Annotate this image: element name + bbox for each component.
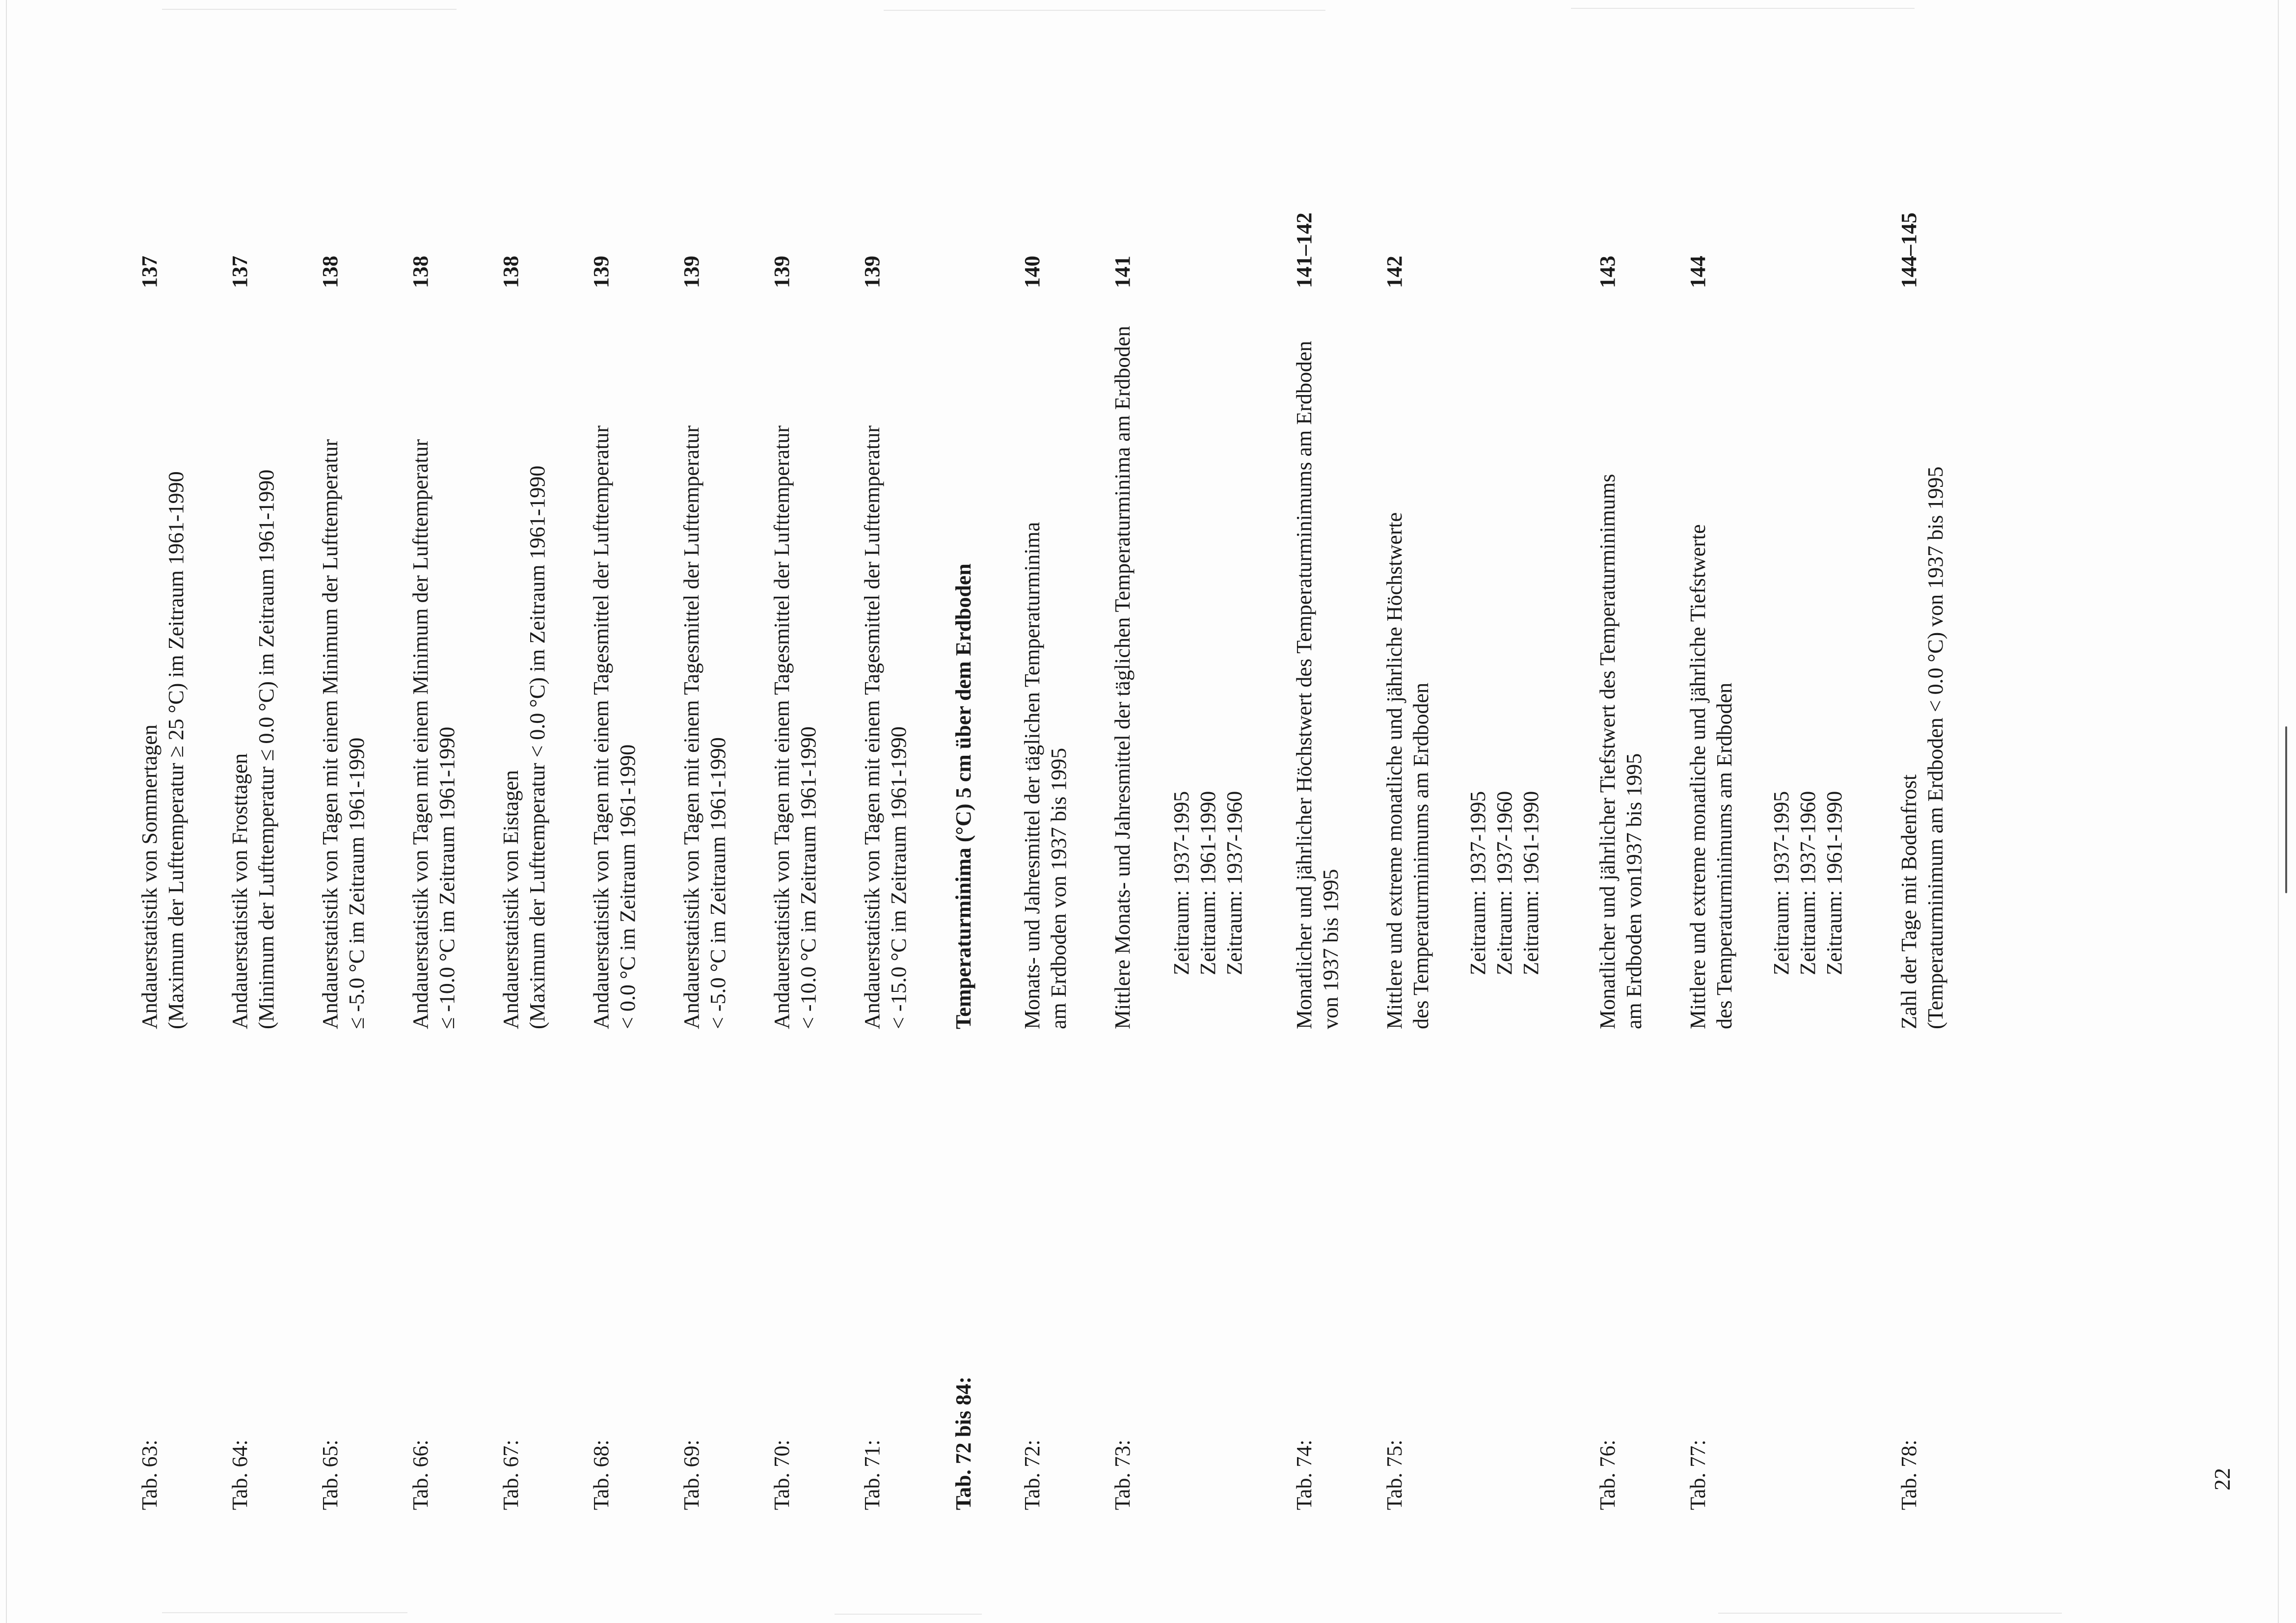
entry-page: 144 bbox=[1686, 256, 1710, 288]
entry-description: Monatlicher und jährlicher Tiefstwert des Temperaturminimums am Erdboden von1937 bis 1995 bbox=[1595, 474, 1646, 1029]
entry-page: 144–145 bbox=[1897, 213, 1921, 288]
entry-label: Tab. 76: bbox=[1595, 1439, 1620, 1510]
section-title: Temperaturminima (°C) 5 cm über dem Erdboden bbox=[951, 563, 975, 1029]
entry-description: Mittlere und extreme monatliche und jährliche Tiefstwerte des Temperaturminimums am Erdboden bbox=[1686, 524, 1736, 1029]
entry-description: Andauerstatistik von Sommertagen (Maximum der Lufttemperatur ≥ 25 °C) im Zeitraum 1961-1990 bbox=[137, 471, 188, 1029]
entry-label: Tab. 68: bbox=[589, 1439, 613, 1510]
section-label: Tab. 72 bis 84: bbox=[951, 1376, 975, 1510]
entry-page: 140 bbox=[1020, 256, 1044, 288]
entry-description: Andauerstatistik von Eistagen (Maximum der Lufttemperatur < 0.0 °C) im Zeitraum 1961-1990 bbox=[499, 465, 549, 1029]
entry-label: Tab. 66: bbox=[408, 1439, 432, 1510]
entry-label: Tab. 78: bbox=[1897, 1439, 1921, 1510]
entry-description: Andauerstatistik von Tagen mit einem Minimum der Lufttemperatur ≤ -10.0 °C im Zeitraum 1961-1990 bbox=[408, 439, 459, 1029]
entry-page: 138 bbox=[318, 256, 342, 288]
entry-page: 142 bbox=[1382, 256, 1406, 288]
entry-page: 137 bbox=[137, 256, 162, 288]
entry-page: 141–142 bbox=[1292, 213, 1316, 288]
entry-description: Andauerstatistik von Tagen mit einem Minimum der Lufttemperatur ≤ -5.0 °C im Zeitraum 1961-1990 bbox=[318, 439, 369, 1029]
entry-label: Tab. 71: bbox=[860, 1439, 884, 1510]
entry-label: Tab. 64: bbox=[228, 1439, 252, 1510]
entry-page: 143 bbox=[1595, 256, 1620, 288]
entry-description: Andauerstatistik von Tagen mit einem Tagesmittel der Lufttemperatur < -15.0 °C im Zeitraum 1961-1990 bbox=[860, 426, 911, 1029]
entry-page: 137 bbox=[228, 256, 252, 288]
entry-page: 139 bbox=[589, 256, 613, 288]
entry-label: Tab. 70: bbox=[770, 1439, 794, 1510]
period-list: Zeitraum: 1937-1995 Zeitraum: 1961-1990 Zeitraum: 1937-1960 bbox=[1169, 791, 1246, 975]
period-list: Zeitraum: 1937-1995 Zeitraum: 1937-1960 Zeitraum: 1961-1990 bbox=[1466, 791, 1543, 975]
entry-description: Zahl der Tage mit Bodenfrost (Temperaturminimum am Erdboden < 0.0 °C) von 1937 bis 1995 bbox=[1897, 466, 1947, 1029]
entry-label: Tab. 77: bbox=[1686, 1439, 1710, 1510]
entry-label: Tab. 67: bbox=[499, 1439, 523, 1510]
entry-description: Andauerstatistik von Tagen mit einem Tagesmittel der Lufttemperatur < -5.0 °C im Zeitraum 1961-1990 bbox=[679, 426, 730, 1029]
entry-label: Tab. 65: bbox=[318, 1439, 342, 1510]
entry-label: Tab. 73: bbox=[1110, 1439, 1134, 1510]
entry-description: Andauerstatistik von Frosttagen (Minimum der Lufttemperatur ≤ 0.0 °C) im Zeitraum 1961-1990 bbox=[228, 469, 278, 1029]
page-number: 22 bbox=[2210, 1468, 2235, 1490]
entry-label: Tab. 63: bbox=[137, 1439, 162, 1510]
entry-page: 138 bbox=[499, 256, 523, 288]
entry-page: 139 bbox=[770, 256, 794, 288]
entry-description: Mittlere und extreme monatliche und jährliche Höchstwerte des Temperaturminimums am Erdboden bbox=[1382, 512, 1433, 1029]
entry-label: Tab. 74: bbox=[1292, 1439, 1316, 1510]
entry-label: Tab. 72: bbox=[1020, 1439, 1044, 1510]
period-list: Zeitraum: 1937-1995 Zeitraum: 1937-1960 Zeitraum: 1961-1990 bbox=[1769, 791, 1846, 975]
entry-page: 139 bbox=[679, 256, 703, 288]
entry-description: Andauerstatistik von Tagen mit einem Tagesmittel der Lufttemperatur < 0.0 °C im Zeitraum 1961-1990 bbox=[589, 426, 640, 1029]
entry-description: Andauerstatistik von Tagen mit einem Tagesmittel der Lufttemperatur < -10.0 °C im Zeitraum 1961-1990 bbox=[770, 426, 820, 1029]
entry-description: Mittlere Monats- und Jahresmittel der täglichen Temperaturminima am Erdboden bbox=[1110, 325, 1134, 1029]
entry-page: 138 bbox=[408, 256, 432, 288]
entry-description: Monats- und Jahresmittel der täglichen Temperaturminima am Erdboden von 1937 bis 1995 bbox=[1020, 522, 1071, 1029]
entry-page: 141 bbox=[1110, 256, 1134, 288]
entry-description: Monatlicher und jährlicher Höchstwert des Temperaturminimums am Erdboden von 1937 bis 1995 bbox=[1292, 341, 1343, 1029]
entry-label: Tab. 75: bbox=[1382, 1439, 1406, 1510]
entry-page: 139 bbox=[860, 256, 884, 288]
entry-label: Tab. 69: bbox=[679, 1439, 703, 1510]
